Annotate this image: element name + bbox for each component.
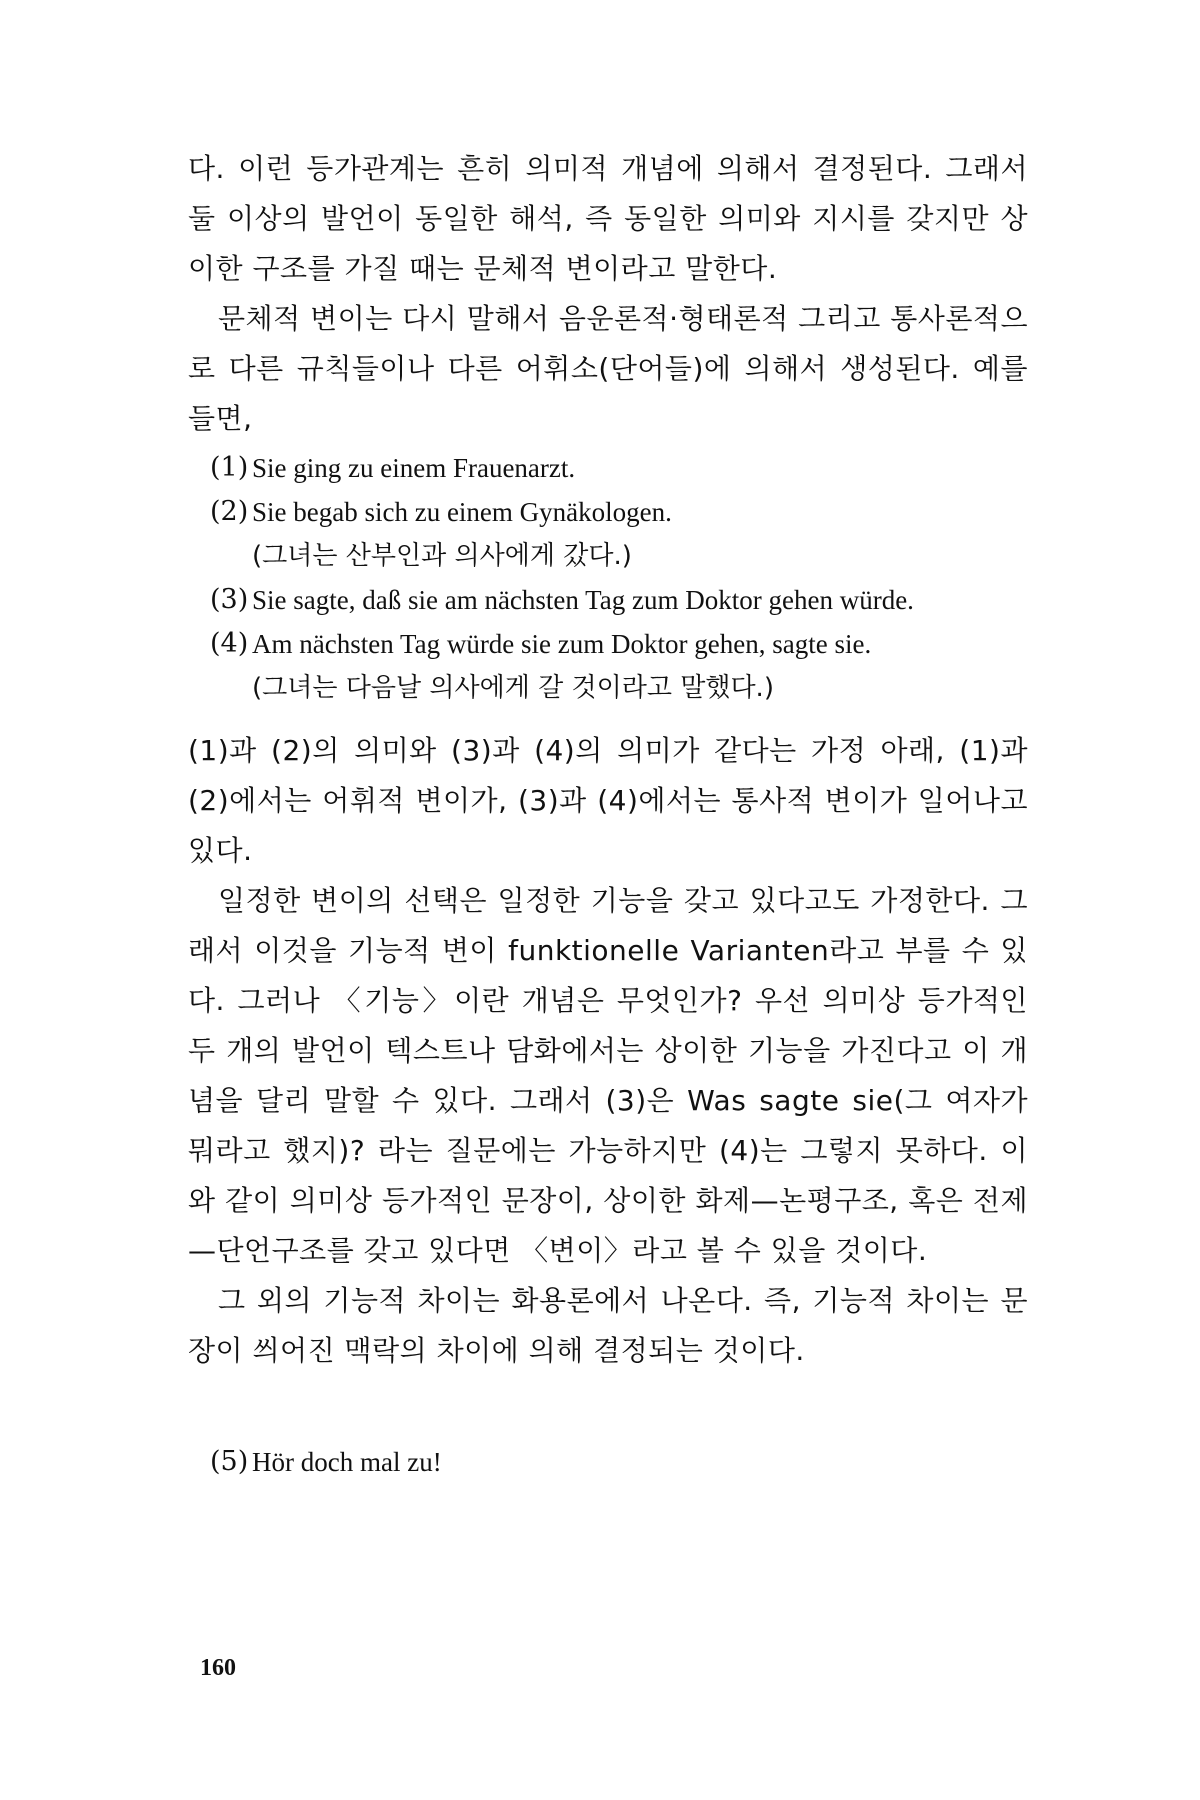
example-number: (5)	[210, 1446, 249, 1477]
example-translation-1-2: (그녀는 산부인과 의사에게 갔다.)	[252, 541, 632, 571]
paragraph-5: 그 외의 기능적 차이는 화용론에서 나온다. 즉, 기능적 차이는 문장이 씌어진 맥락의 차이에 의해 결정되는 것이다.	[188, 1284, 1028, 1367]
paragraph-1: 다. 이런 등가관계는 흔히 의미적 개념에 의해서 결정된다. 그래서 둘 이상의 발언이 동일한 해석, 즉 동일한 의미와 지시를 갖지만 상이한 구조를 가질 때는 문체적 변이라고 말한다.	[188, 152, 1028, 285]
example-list-1-4	[210, 446, 1030, 710]
page-number: 160	[200, 1655, 236, 1681]
paragraph-2: 문체적 변이는 다시 말해서 음운론적·형태론적 그리고 통사론적으로 다른 규칙들이나 다른 어휘소(단어들)에 의해서 생성된다. 예를 들면,	[188, 302, 1028, 435]
example-item-1	[210, 446, 1030, 490]
example-text: Am nächsten Tag würde sie zum Doktor gehen, sagte sie.	[252, 629, 872, 659]
body-text-block	[188, 726, 1028, 1376]
example-text: Sie begab sich zu einem Gynäkologen.	[252, 497, 672, 527]
example-item-4	[210, 622, 1030, 666]
paragraph-1-block	[188, 144, 1028, 444]
paragraph-4: 일정한 변이의 선택은 일정한 기능을 갖고 있다고도 가정한다. 그래서 이것을 기능적 변이 funktionelle Varianten라고 부를 수 있다. 그러나 〈기능〉이란 개념은 무엇인가? 우선 의미상 등가적인 두 개의 발언이 텍스트나 담화에서는 상이한 기능을 가진다고 이 개념을 달리 말할 수 있다. 그래서 (3)은 Was sagte sie(그 여자가 뭐라고 했지)? 라는 질문에는 가능하지만 (4)는 그렇지 못하다. 이와 같이 의미상 등가적인 문장이, 상이한 화제—논평구조, 혹은 전제—단언구조를 갖고 있다면 〈변이〉라고 볼 수 있을 것이다.	[188, 884, 1028, 1267]
example-item-5	[210, 1440, 1050, 1484]
example-text: Sie ging zu einem Frauenarzt.	[252, 453, 576, 483]
example-number: (4)	[210, 628, 249, 659]
example-number: (1)	[210, 452, 249, 483]
paragraph-3: (1)과 (2)의 의미와 (3)과 (4)의 의미가 같다는 가정 아래, (1)과 (2)에서는 어휘적 변이가, (3)과 (4)에서는 통사적 변이가 일어나고 있다.	[188, 734, 1028, 867]
example-text: Hör doch mal zu!	[252, 1447, 442, 1477]
example-number: (3)	[210, 584, 249, 615]
example-item-3	[210, 578, 1030, 622]
example-item-2	[210, 490, 1030, 534]
example-translation-3-4: (그녀는 다음날 의사에게 갈 것이라고 말했다.)	[252, 673, 774, 703]
example-number: (2)	[210, 496, 249, 527]
example-text: Sie sagte, daß sie am nächsten Tag zum Doktor gehen würde.	[252, 585, 914, 615]
